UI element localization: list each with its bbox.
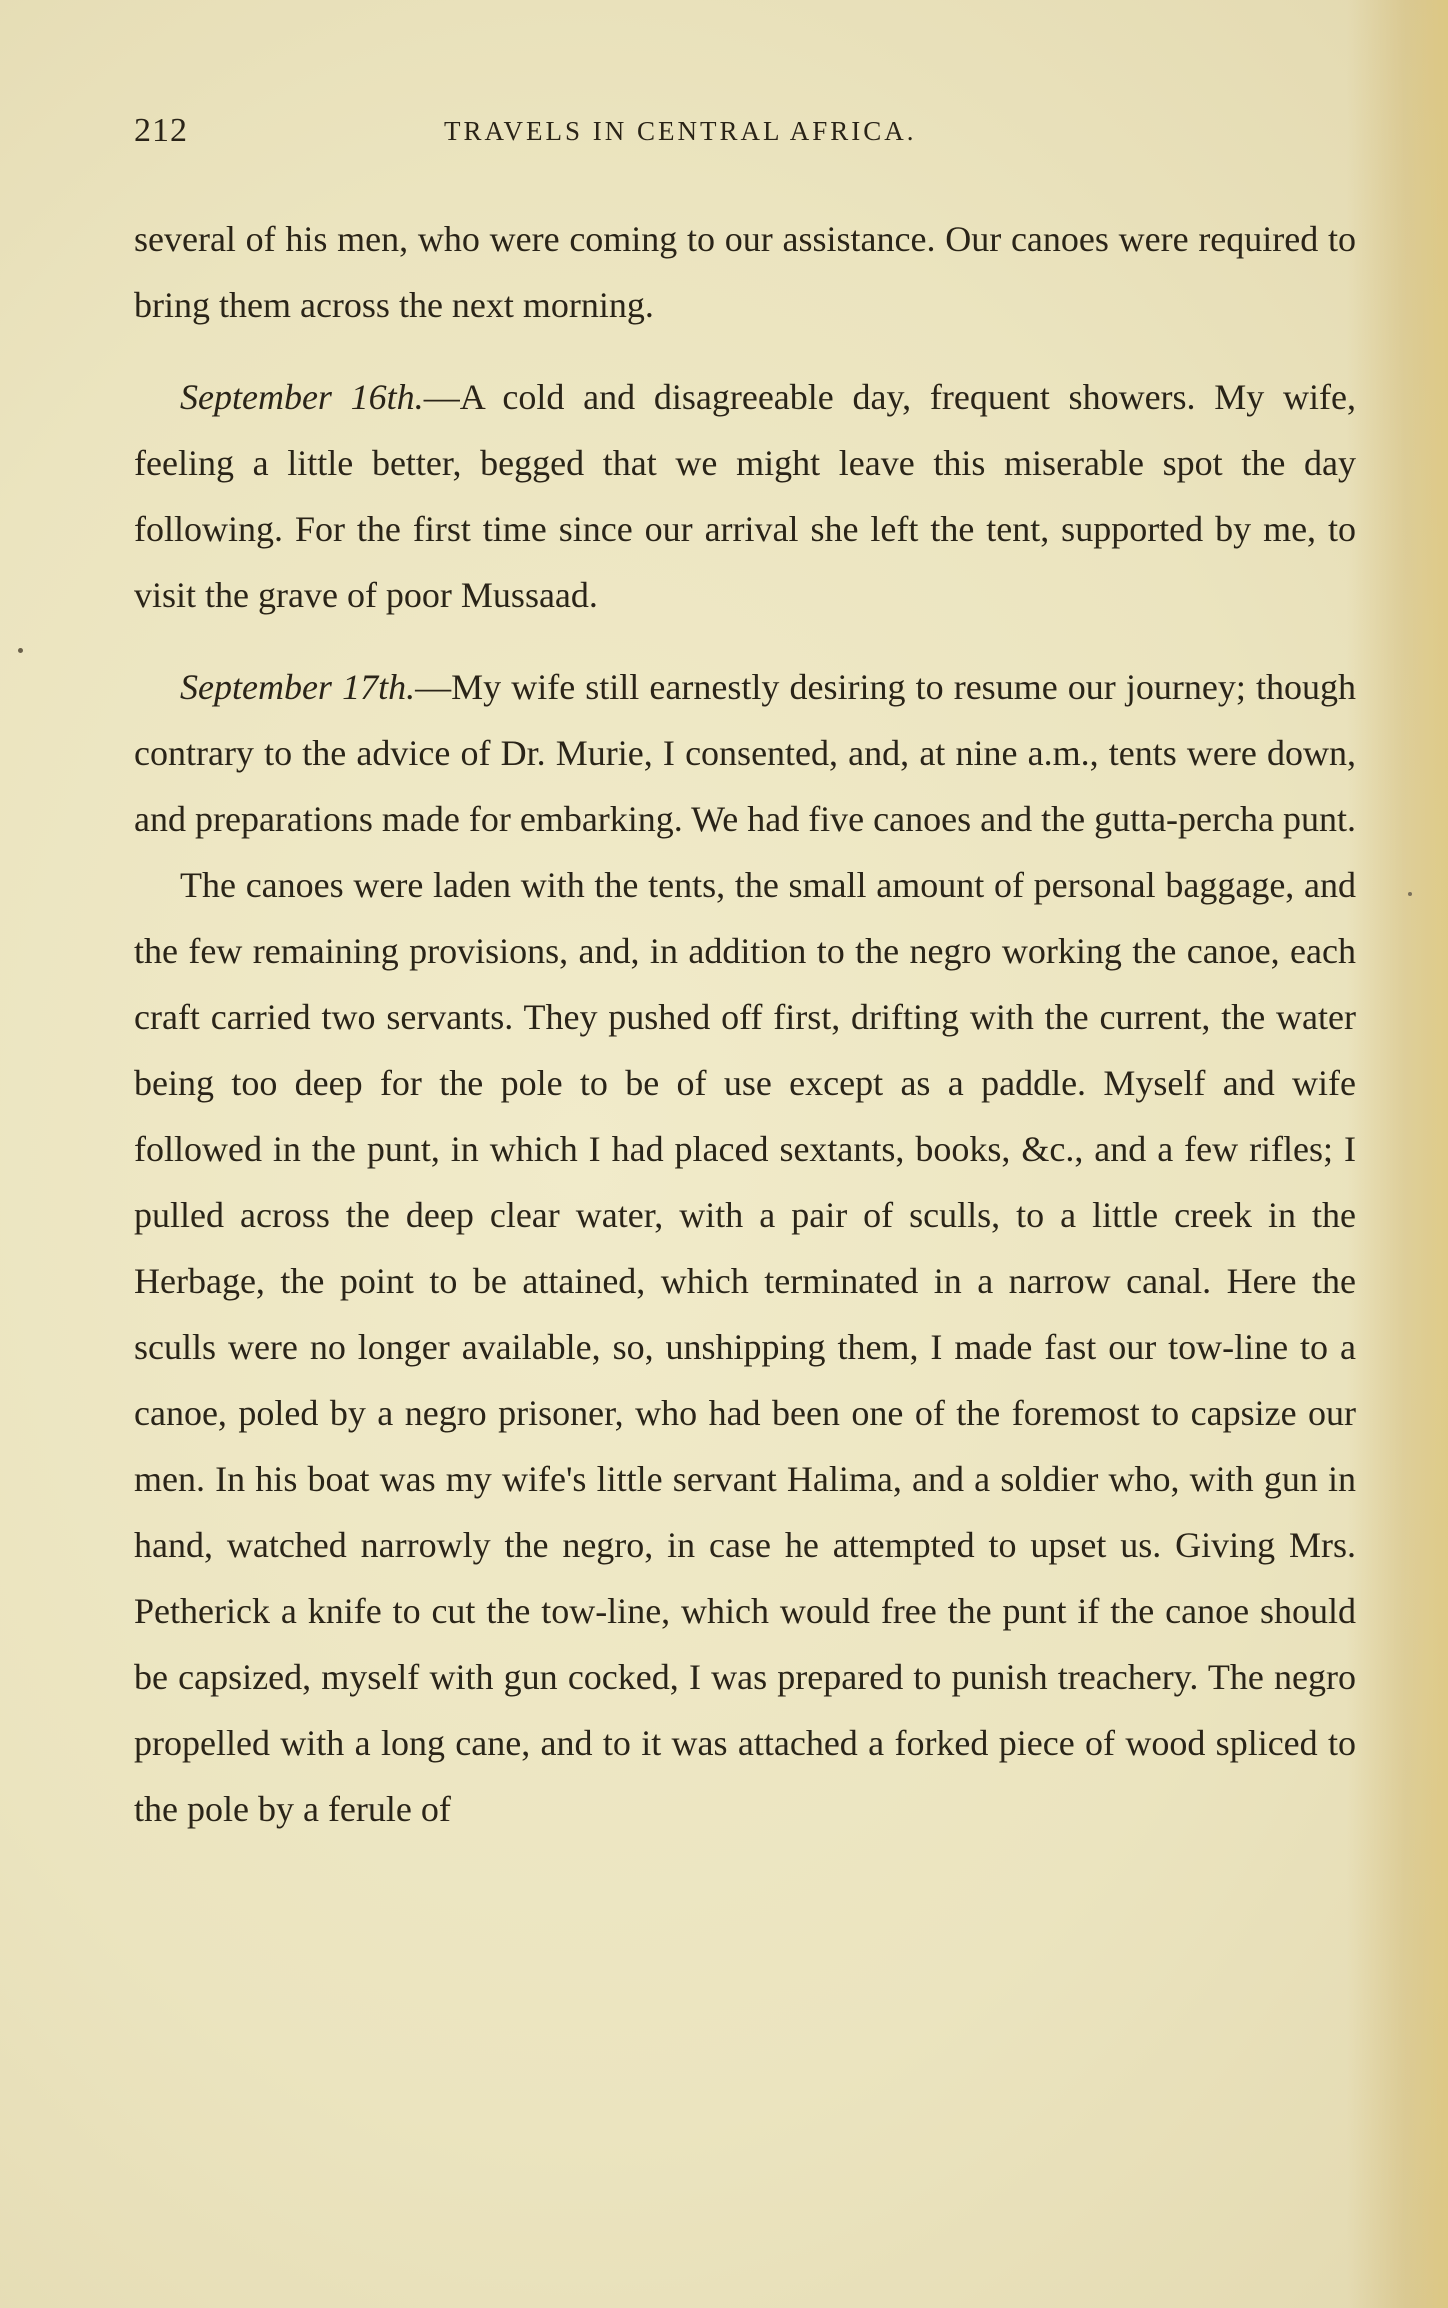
paragraph-september-17 <box>134 654 1356 852</box>
margin-speck <box>1408 892 1412 896</box>
paragraph-text: —My wife still earnestly desiring to resume our journey; though contrary to the advice of Dr. Murie, I consented, and, at nine a.m., tents were down, and preparations made for embarking. We had five canoes and the gutta-percha punt. <box>134 667 1356 839</box>
body-text <box>134 206 1356 1842</box>
page-number: 212 <box>134 112 188 149</box>
paragraph-september-16 <box>134 364 1356 628</box>
margin-speck <box>18 648 23 653</box>
paragraph-canoes <box>134 852 1356 1842</box>
date-label: September 16th. <box>180 377 424 417</box>
paragraph-text: The canoes were laden with the tents, the small amount of personal baggage, and the few remaining provisions, and, in addition to the negro working the canoe, each craft carried two servants. They pushed off first, drifting with the current, the water being too deep for the pole to be of use except as a paddle. Myself and wife followed in the punt, in which I had placed sextants, books, &c., and a few rifles; I pulled across the deep clear water, with a pair of sculls, to a little creek in the Herbage, the point to be attained, which terminated in a narrow canal. Here the sculls were no longer available, so, unshipping them, I made fast our tow-line to a canoe, poled by a negro prisoner, who had been one of the foremost to capsize our men. In his boat was my wife's little servant Halima, and a soldier who, with gun in hand, watched narrowly the negro, in case he attempted to upset us. Giving Mrs. Petherick a knife to cut the tow-line, which would free the punt if the canoe should be capsized, myself with gun cocked, I was prepared to punish treachery. The negro propelled with a long cane, and to it was attached a forked piece of wood spliced to the pole by a ferule of <box>134 865 1356 1829</box>
paragraph-text: several of his men, who were coming to our assistance. Our canoes were required to bring them across the next morning. <box>134 219 1356 325</box>
date-label: September 17th. <box>180 667 416 707</box>
paragraph-text: —A cold and disagreeable day, frequent showers. My wife, feeling a little better, begged that we might leave this miserable spot the day following. For the first time since our arrival she left the tent, supported by me, to visit the grave of poor Mussaad. <box>134 377 1356 615</box>
paragraph-continuation <box>134 206 1356 338</box>
page-header <box>134 112 1054 162</box>
running-head: TRAVELS IN CENTRAL AFRICA. <box>444 116 917 146</box>
